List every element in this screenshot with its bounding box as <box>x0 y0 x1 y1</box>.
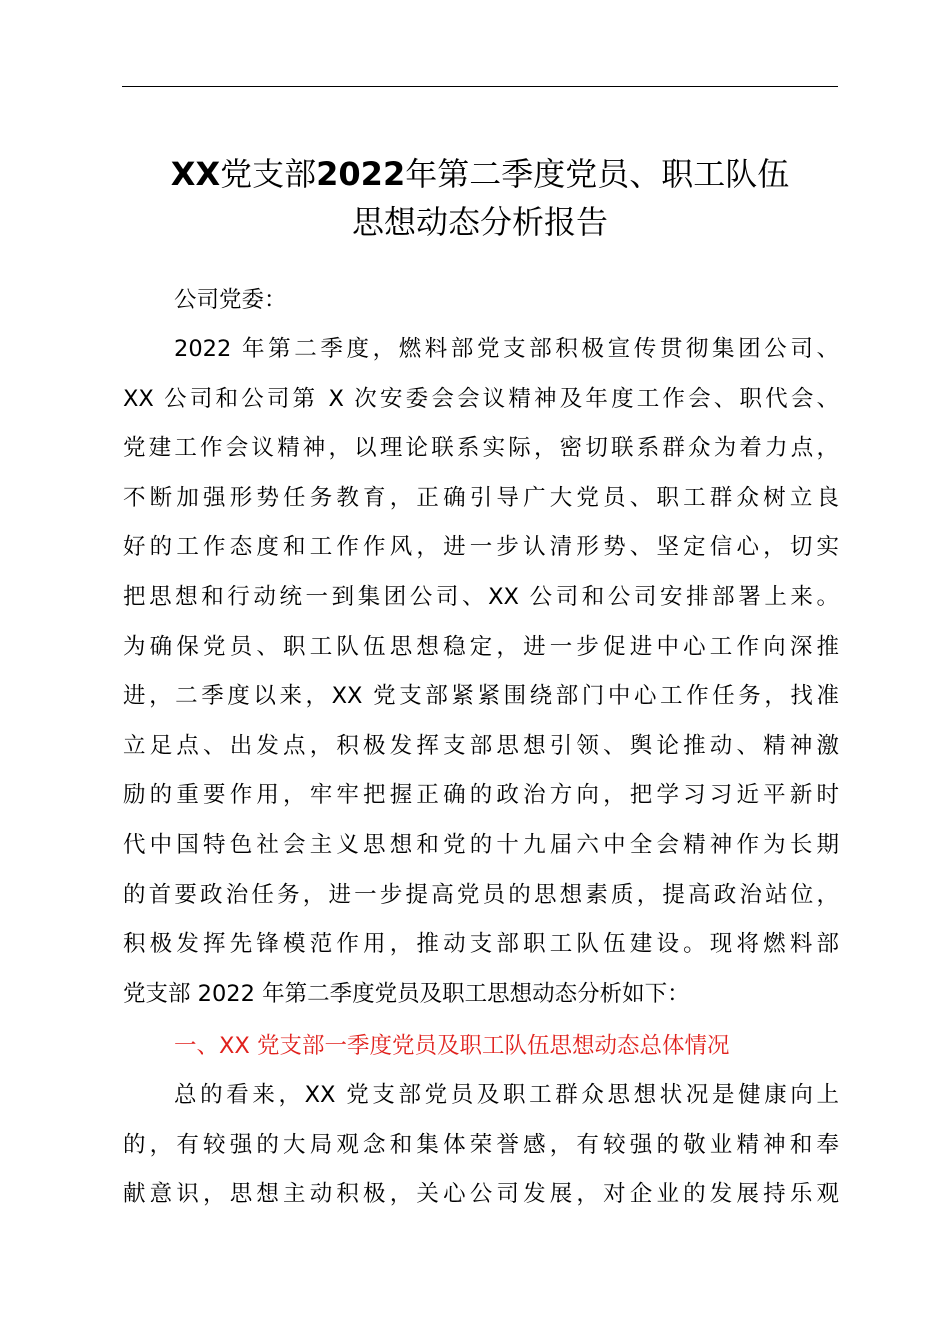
paragraph-line: 党支部 2022 年第二季度党员及职工思想动态分析如下： <box>123 980 690 1007</box>
paragraph-line: 为确保党员、职工队伍思想稳定，进一步促进中心工作向深推 <box>123 633 839 660</box>
document-title <box>110 150 850 246</box>
paragraph-line: 的首要政治任务，进一步提高党员的思想素质，提高政治站位， <box>123 881 839 908</box>
paragraph-line: 励的重要作用，牢牢把握正确的政治方向，把学习习近平新时 <box>123 782 839 809</box>
paragraph-line: 总的看来，XX 党支部党员及职工群众思想状况是健康向上 <box>174 1082 839 1108</box>
paragraph-2 <box>123 1071 839 1220</box>
title-year: 2022 <box>316 155 406 193</box>
paragraph-line: 把思想和行动统一到集团公司、XX 公司和公司安排部署上来。 <box>123 583 839 610</box>
salutation: 公司党委： <box>174 287 287 313</box>
paragraph-line: 立足点、出发点，积极发挥支部思想引领、舆论推动、精神激 <box>123 732 839 759</box>
title-rest: 年第二季度党员、职工队伍 <box>405 155 790 193</box>
paragraph-line: 2022 年第二季度，燃料部党支部积极宣传贯彻集团公司、 <box>174 336 839 362</box>
paragraph-line: 代中国特色社会主义思想和党的十九届六中全会精神作为长期 <box>123 831 839 858</box>
paragraph-line: 献意识，思想主动积极，关心公司发展，对企业的发展持乐观 <box>123 1181 839 1208</box>
section-1-heading: 一、XX 党支部一季度党员及职工队伍思想动态总体情况 <box>174 1033 730 1059</box>
paragraph-line: 不断加强形势任务教育，正确引导广大党员、职工群众树立良 <box>123 484 839 511</box>
title-xx: XX <box>170 155 221 193</box>
paragraph-line: 积极发挥先锋模范作用，推动支部职工队伍建设。现将燃料部 <box>123 931 839 958</box>
paragraph-line: 进，二季度以来，XX 党支部紧紧围绕部门中心工作任务，找准 <box>123 683 839 710</box>
title-branch: 党支部 <box>220 155 317 193</box>
paragraph-line: XX 公司和公司第 X 次安委会会议精神及年度工作会、职代会、 <box>123 385 839 412</box>
header-rule <box>122 86 838 87</box>
paragraph-line: 的，有较强的大局观念和集体荣誉感，有较强的敬业精神和奉 <box>123 1131 839 1158</box>
paragraph-1 <box>123 325 839 1019</box>
paragraph-line: 好的工作态度和工作作风，进一步认清形势、坚定信心，切实 <box>123 534 839 561</box>
title-line-2: 思想动态分析报告 <box>351 203 608 241</box>
paragraph-line: 党建工作会议精神，以理论联系实际，密切联系群众为着力点， <box>123 435 839 462</box>
title-line-1 <box>110 150 850 198</box>
